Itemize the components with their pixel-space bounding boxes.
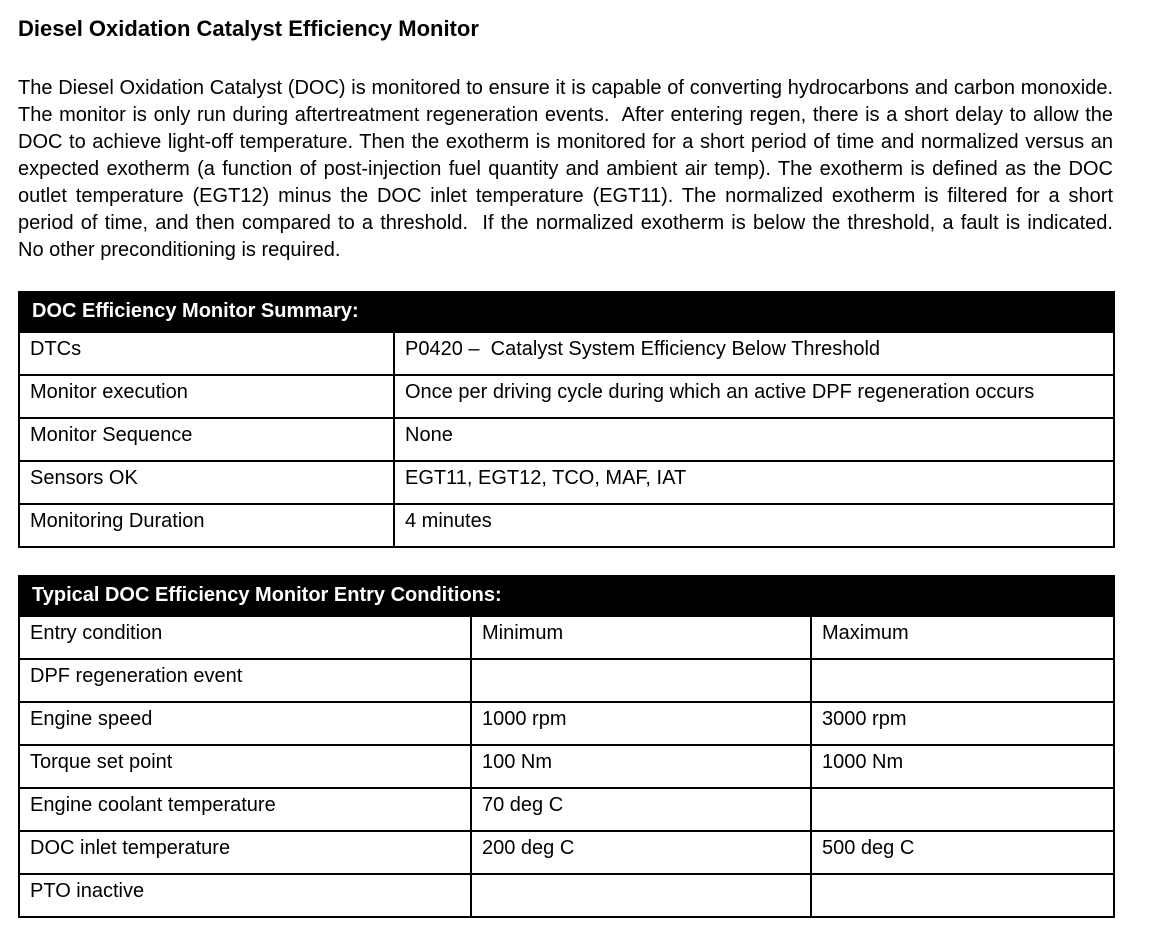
- cell-condition: DPF regeneration event: [19, 659, 471, 702]
- cell-minimum: 100 Nm: [471, 745, 811, 788]
- cell-maximum: 3000 rpm: [811, 702, 1114, 745]
- cell-minimum: [471, 874, 811, 917]
- table-row: [19, 332, 1114, 375]
- table-row: [19, 375, 1114, 418]
- table-row: [19, 504, 1114, 547]
- row-label: Monitor Sequence: [19, 418, 394, 461]
- row-label: Sensors OK: [19, 461, 394, 504]
- entry-conditions-table-body: [19, 659, 1114, 917]
- summary-table-header: DOC Efficiency Monitor Summary:: [19, 292, 1114, 332]
- table-row: [19, 702, 1114, 745]
- cell-maximum: [811, 874, 1114, 917]
- entry-conditions-table: [18, 575, 1115, 918]
- cell-minimum: [471, 659, 811, 702]
- cell-minimum: 1000 rpm: [471, 702, 811, 745]
- row-label: DTCs: [19, 332, 394, 375]
- row-value: Once per driving cycle during which an active DPF regeneration occurs: [394, 375, 1114, 418]
- row-label: Monitor execution: [19, 375, 394, 418]
- column-header-maximum: Maximum: [811, 616, 1114, 659]
- row-value: P0420 – Catalyst System Efficiency Below Threshold: [394, 332, 1114, 375]
- row-value: EGT11, EGT12, TCO, MAF, IAT: [394, 461, 1114, 504]
- entry-conditions-table-header: Typical DOC Efficiency Monitor Entry Conditions:: [19, 576, 1114, 616]
- table-row: [19, 831, 1114, 874]
- entry-conditions-column-header-row: [19, 616, 1114, 659]
- entry-conditions-table-header-row: [19, 576, 1114, 616]
- cell-maximum: [811, 788, 1114, 831]
- page-title: Diesel Oxidation Catalyst Efficiency Monitor: [18, 16, 479, 41]
- table-row: [19, 874, 1114, 917]
- column-header-minimum: Minimum: [471, 616, 811, 659]
- column-header-entry-condition: Entry condition: [19, 616, 471, 659]
- row-label: Monitoring Duration: [19, 504, 394, 547]
- cell-condition: Engine speed: [19, 702, 471, 745]
- summary-table: [18, 291, 1115, 548]
- cell-condition: DOC inlet temperature: [19, 831, 471, 874]
- cell-minimum: 70 deg C: [471, 788, 811, 831]
- table-row: [19, 745, 1114, 788]
- cell-minimum: 200 deg C: [471, 831, 811, 874]
- table-row: [19, 788, 1114, 831]
- summary-table-header-row: [19, 292, 1114, 332]
- summary-table-body: [19, 332, 1114, 547]
- table-row: [19, 418, 1114, 461]
- row-value: None: [394, 418, 1114, 461]
- row-value: 4 minutes: [394, 504, 1114, 547]
- cell-maximum: 500 deg C: [811, 831, 1114, 874]
- cell-maximum: [811, 659, 1114, 702]
- table-row: [19, 659, 1114, 702]
- table-row: [19, 461, 1114, 504]
- cell-maximum: 1000 Nm: [811, 745, 1114, 788]
- cell-condition: PTO inactive: [19, 874, 471, 917]
- cell-condition: Torque set point: [19, 745, 471, 788]
- intro-paragraph: The Diesel Oxidation Catalyst (DOC) is monitored to ensure it is capable of converting hydrocarbons and carbon monoxide. The monitor is only run during aftertreatment regeneration events. After entering regen, there is a short delay to allow the DOC to achieve light-off temperature. Then the exotherm is monitored for a short period of time and normalized versus an expected exotherm (a function of post-injection fuel quantity and ambient air temp). The exotherm is defined as the DOC outlet temperature (EGT12) minus the DOC inlet temperature (EGT11). The normalized exotherm is filtered for a short period of time, and then compared to a threshold. If the normalized exotherm is below the threshold, a fault is indicated. No other preconditioning is required.: [18, 77, 1125, 261]
- cell-condition: Engine coolant temperature: [19, 788, 471, 831]
